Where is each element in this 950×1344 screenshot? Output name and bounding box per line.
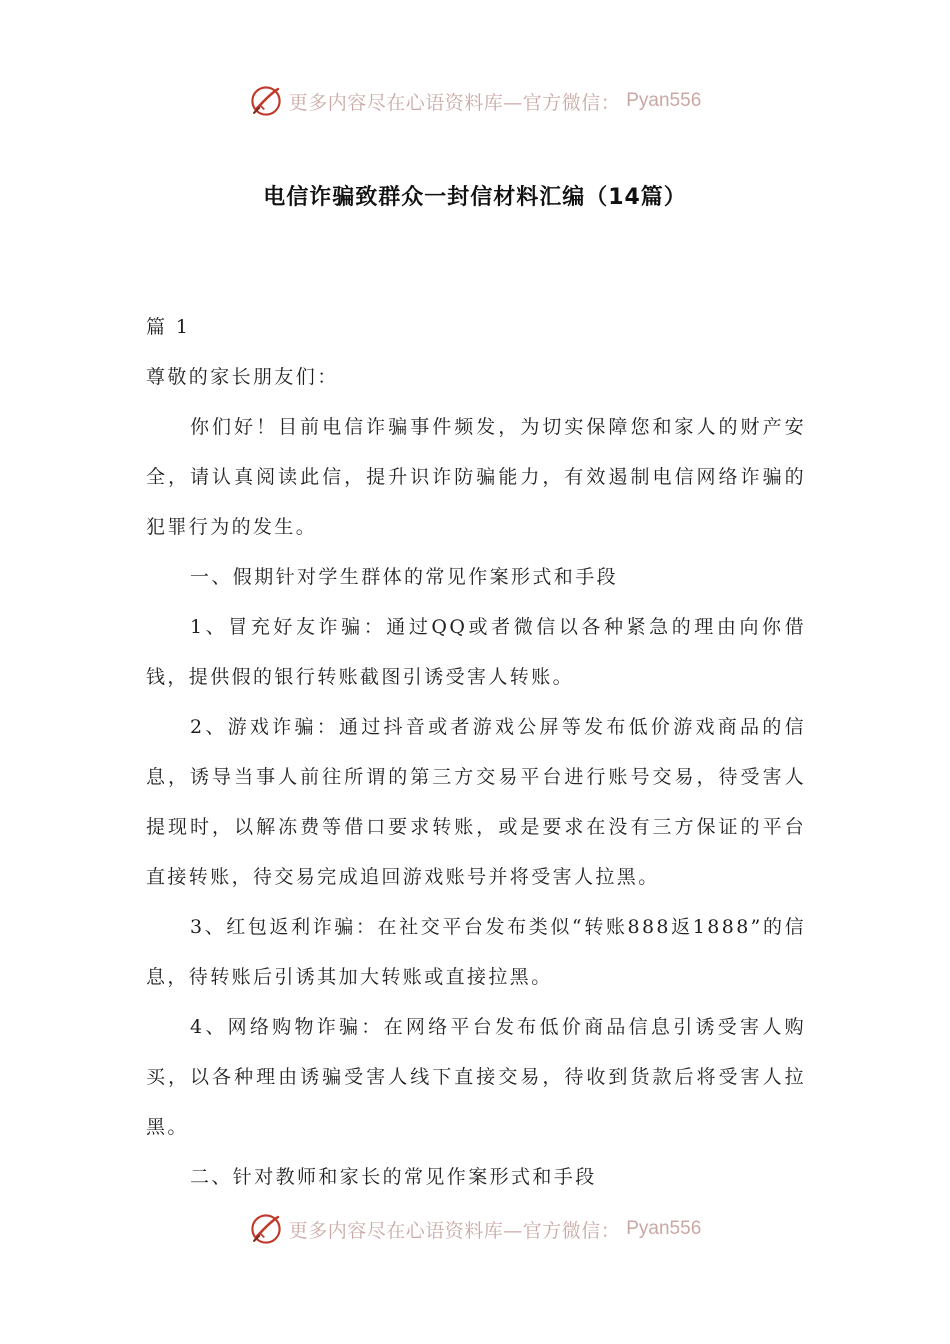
paragraph: 4、网络购物诈骗：在网络平台发布低价商品信息引诱受害人购买，以各种理由诱骗受害人线下直接交易，待收到货款后将受害人拉黑。 (146, 1016, 806, 1138)
document-title: 电信诈骗致群众一封信材料汇编（14篇） (263, 185, 687, 210)
brush-logo-icon (249, 84, 283, 118)
salutation: 尊敬的家长朋友们： (146, 366, 339, 388)
paragraph: 3、红包返利诈骗：在社交平台发布类似“转账888返1888”的信息，待转账后引诱其加大转账或直接拉黑。 (146, 916, 806, 988)
document-body (146, 302, 806, 1202)
brush-logo-icon (249, 1212, 283, 1246)
section-heading: 一、假期针对学生群体的常见作案形式和手段 (190, 566, 619, 588)
header-banner-text: 更多内容尽在心语资料库—官方微信： (288, 91, 621, 114)
paragraph: 1、冒充好友诈骗：通过QQ或者微信以各种紧急的理由向你借钱，提供假的银行转账截图引诱受害人转账。 (146, 616, 806, 688)
header-banner-id: Pyan556 (626, 90, 702, 111)
footer-banner-text: 更多内容尽在心语资料库—官方微信： (288, 1219, 621, 1242)
paragraph: 你们好！目前电信诈骗事件频发，为切实保障您和家人的财产安全，请认真阅读此信，提升识诈防骗能力，有效遏制电信网络诈骗的犯罪行为的发生。 (146, 416, 806, 538)
section-label: 篇 1 (146, 316, 191, 338)
footer-banner (0, 1212, 950, 1246)
footer-banner-id: Pyan556 (626, 1218, 702, 1239)
paragraph: 2、游戏诈骗：通过抖音或者游戏公屏等发布低价游戏商品的信息，诱导当事人前往所谓的第三方交易平台进行账号交易，待受害人提现时，以解冻费等借口要求转账，或是要求在没有三方保证的平台直接转账，待交易完成追回游戏账号并将受害人拉黑。 (146, 716, 806, 888)
header-banner (0, 84, 950, 118)
section-heading: 二、针对教师和家长的常见作案形式和手段 (190, 1166, 597, 1188)
